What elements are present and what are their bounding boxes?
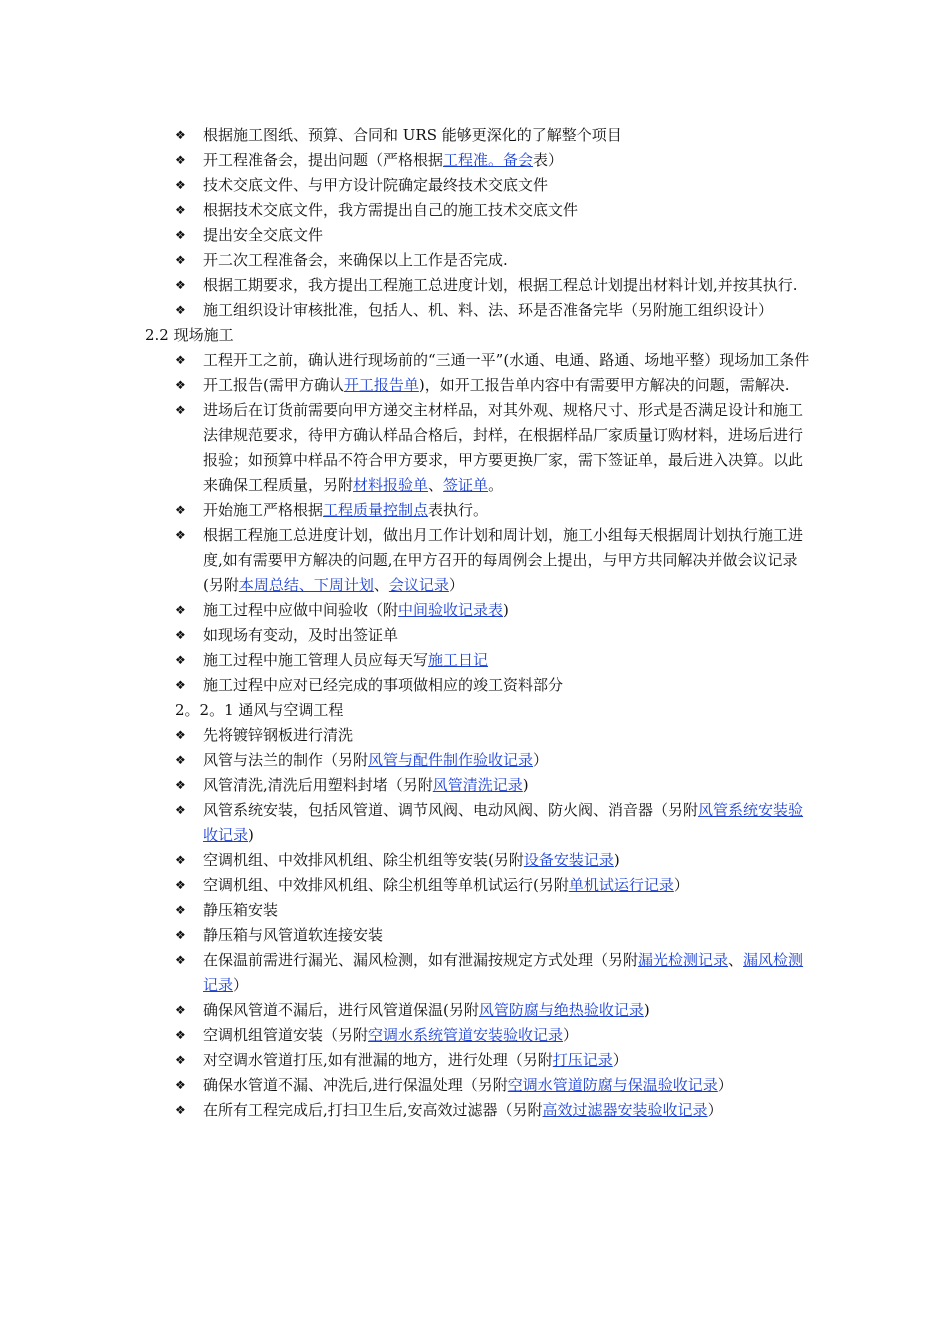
bullet-icon: ❖: [175, 1078, 186, 1092]
item-text: 先将镀锌钢板进行清洗: [203, 726, 354, 744]
bullet-icon: ❖: [175, 403, 186, 417]
bullet-icon: ❖: [175, 653, 186, 667]
item-text: 。: [488, 476, 504, 494]
bullet-icon: ❖: [175, 353, 186, 367]
document-link[interactable]: 工程质量控制点: [323, 501, 429, 519]
list-item: [145, 1073, 815, 1098]
bullet-icon: ❖: [175, 1003, 186, 1017]
bullet-icon: ❖: [175, 253, 186, 267]
bullet-icon: ❖: [175, 903, 186, 917]
document-link[interactable]: 高效过滤器安装验收记录: [542, 1101, 708, 1119]
item-text: 空调机组管道安装（另附: [203, 1026, 369, 1044]
list-item: [145, 598, 815, 623]
document-link[interactable]: 设备安装记录: [523, 851, 614, 869]
list-item: [145, 798, 815, 848]
item-text: 提出安全交底文件: [203, 226, 324, 244]
list-item: [145, 923, 815, 948]
section-heading-2-2: 2.2 现场施工: [145, 326, 234, 344]
bullet-icon: ❖: [175, 153, 186, 167]
item-text: 施工过程中应对已经完成的事项做相应的竣工资料部分: [203, 676, 564, 694]
bullet-icon: ❖: [175, 203, 186, 217]
bullet-icon: ❖: [175, 128, 186, 142]
item-text: 施工过程中应做中间验收（附: [203, 601, 399, 619]
item-text: 空调机组、中效排风机组、除尘机组等安装(另附: [203, 851, 524, 869]
list-item: [145, 173, 815, 198]
list-item: [145, 898, 815, 923]
item-text: 根据施工图纸、预算、合同和 URS 能够更深化的了解整个项目: [203, 126, 622, 144]
item-text: 开工程准备会，提出问题（严格根据: [203, 151, 444, 169]
item-text: 表执行。: [428, 501, 489, 519]
bullet-icon: ❖: [175, 753, 186, 767]
document-link[interactable]: 材料报验单: [353, 476, 429, 494]
item-text: 风管清洗,清洗后用塑料封堵（另附: [203, 776, 433, 794]
item-text: ）: [233, 976, 249, 994]
document-link[interactable]: 单机试运行记录: [568, 876, 674, 894]
item-text: 根据工程施工总进度计划，做出月工作计划和周计划，施工小组每天根据周计划执行施工进度,如有需要甲方解决的问题,在甲方召开的每周例会上提出，与甲方共同解决并做会议记录(另附: [203, 526, 804, 594]
item-text: 根据工期要求，我方提出工程施工总进度计划，根据工程总计划提出材料计划,并按其执行.: [203, 276, 798, 294]
list-item: [145, 348, 815, 373]
item-text: 施工过程中施工管理人员应每天写: [203, 651, 429, 669]
document-link[interactable]: 空调水管道防腐与保温验收记录: [507, 1076, 718, 1094]
list-item: [145, 673, 815, 698]
document-content: [145, 123, 815, 1123]
bullet-icon: ❖: [175, 778, 186, 792]
list-item: [145, 523, 815, 598]
document-link[interactable]: 漏风检测记录: [203, 951, 804, 994]
item-text: ）: [673, 876, 689, 894]
list-item: [145, 998, 815, 1023]
item-text: 技术交底文件、与甲方设计院确定最终技术交底文件: [203, 176, 549, 194]
list-item: [145, 123, 815, 148]
list-item: [145, 1048, 815, 1073]
document-link[interactable]: 签证单: [443, 476, 489, 494]
item-text: ）: [563, 1026, 579, 1044]
item-text: 在保温前需进行漏光、漏风检测，如有泄漏按规定方式处理（另附: [203, 951, 639, 969]
list-item: [145, 198, 815, 223]
list-item: [145, 773, 815, 798]
list-item: [145, 248, 815, 273]
bullet-icon: ❖: [175, 278, 186, 292]
document-link[interactable]: 打压记录: [552, 1051, 613, 1069]
list-item: [145, 398, 815, 498]
list-item: [145, 1098, 815, 1123]
list-item: [145, 223, 815, 248]
item-text: 进场后在订货前需要向甲方递交主材样品，对其外观、规格尺寸、形式是否满足设计和施工法律规范要求，待甲方确认样品合格后，封样，在根据样品厂家质量订购材料，进场后进行报验；如预算中样品不符合甲方要求，甲方要更换厂家，需下签证单，最后进入决算。以此来确保工程质量，另附: [203, 401, 804, 494]
item-text: 、: [428, 476, 444, 494]
document-link[interactable]: 本周总结、下周计划: [238, 576, 374, 594]
bullet-icon: ❖: [175, 628, 186, 642]
item-text: 开工报告(需甲方确认: [203, 376, 344, 394]
section2-list: [145, 348, 815, 698]
item-text: 确保水管道不漏、冲洗后,进行保温处理（另附: [203, 1076, 508, 1094]
bullet-icon: ❖: [175, 803, 186, 817]
item-text: 静压箱安装: [203, 901, 279, 919]
item-text: ): [522, 776, 529, 794]
item-text: 在所有工程完成后,打扫卫生后,安高效过滤器（另附: [203, 1101, 543, 1119]
list-item: [145, 948, 815, 998]
item-text: 确保风管道不漏后，进行风管道保温(另附: [203, 1001, 479, 1019]
bullet-icon: ❖: [175, 878, 186, 892]
document-link[interactable]: 风管清洗记录: [432, 776, 523, 794]
list-item: [145, 623, 815, 648]
item-text: ）: [717, 1076, 733, 1094]
section3-list: [145, 723, 815, 1123]
document-link[interactable]: 开工报告单: [343, 376, 419, 394]
item-text: ）: [612, 1051, 628, 1069]
bullet-icon: ❖: [175, 178, 186, 192]
list-item: [145, 1023, 815, 1048]
item-text: ): [643, 1001, 650, 1019]
bullet-icon: ❖: [175, 228, 186, 242]
document-link[interactable]: 风管防腐与绝热验收记录: [478, 1001, 644, 1019]
bullet-icon: ❖: [175, 603, 186, 617]
document-link[interactable]: 风管与配件制作验收记录: [368, 751, 534, 769]
bullet-icon: ❖: [175, 1028, 186, 1042]
bullet-icon: ❖: [175, 303, 186, 317]
bullet-icon: ❖: [175, 503, 186, 517]
item-text: 开二次工程准备会，来确保以上工作是否完成.: [203, 251, 508, 269]
bullet-icon: ❖: [175, 953, 186, 967]
item-text: 、: [728, 951, 744, 969]
bullet-icon: ❖: [175, 1053, 186, 1067]
bullet-icon: ❖: [175, 378, 186, 392]
item-text: ): [503, 601, 509, 619]
bullet-icon: ❖: [175, 528, 186, 542]
document-link[interactable]: 空调水系统管道安装验收记录: [368, 1026, 564, 1044]
item-text: ）: [533, 751, 549, 769]
item-text: ): [248, 826, 254, 844]
item-text: 如现场有变动，及时出签证单: [203, 626, 399, 644]
list-item: [145, 298, 815, 323]
list-item: [145, 723, 815, 748]
item-text: ）: [448, 576, 464, 594]
document-link[interactable]: 工程准。备会: [443, 151, 534, 169]
item-text: 工程开工之前，确认进行现场前的“三通一平”(水通、电通、路通、场地平整）现场加工条件: [203, 351, 810, 369]
item-text: 表）: [533, 151, 564, 169]
list-item: [145, 498, 815, 523]
document-link[interactable]: 中间验收记录表: [398, 601, 504, 619]
item-text: 风管与法兰的制作（另附: [203, 751, 369, 769]
item-text: 施工组织设计审核批准，包括人、机、料、法、环是否准备完毕（另附施工组织设计）: [203, 301, 774, 319]
item-text: 、: [373, 576, 389, 594]
item-text: 静压箱与风管道软连接安装: [203, 926, 384, 944]
list-item: [145, 148, 815, 173]
document-link[interactable]: 施工日记: [428, 651, 489, 669]
document-link[interactable]: 会议记录: [388, 576, 449, 594]
bullet-icon: ❖: [175, 853, 186, 867]
list-item: [145, 648, 815, 673]
document-link[interactable]: 漏光检测记录: [638, 951, 729, 969]
list-item: [145, 373, 815, 398]
bullet-icon: ❖: [175, 678, 186, 692]
list-item: [145, 273, 815, 298]
item-text: 对空调水管道打压,如有泄漏的地方，进行处理（另附: [203, 1051, 553, 1069]
bullet-icon: ❖: [175, 928, 186, 942]
section-heading-2-2-1: 2。2。1 通风与空调工程: [175, 701, 344, 719]
list-item: [145, 873, 815, 898]
item-text: 风管系统安装，包括风管道、调节风阀、电动风阀、防火阀、消音器（另附: [203, 801, 699, 819]
list-item: [145, 748, 815, 773]
section1-list: [145, 123, 815, 323]
item-text: 空调机组、中效排风机组、除尘机组等单机试运行(另附: [203, 876, 569, 894]
item-text: ）: [707, 1101, 723, 1119]
item-text: ): [613, 851, 620, 869]
bullet-icon: ❖: [175, 1103, 186, 1117]
item-text: )，如开工报告单内容中有需要甲方解决的问题，需解决.: [418, 376, 790, 394]
item-text: 开始施工严格根据: [203, 501, 324, 519]
item-text: 根据技术交底文件，我方需提出自己的施工技术交底文件: [203, 201, 579, 219]
bullet-icon: ❖: [175, 728, 186, 742]
document-link[interactable]: 风管系统安装验收记录: [203, 801, 804, 844]
list-item: [145, 848, 815, 873]
